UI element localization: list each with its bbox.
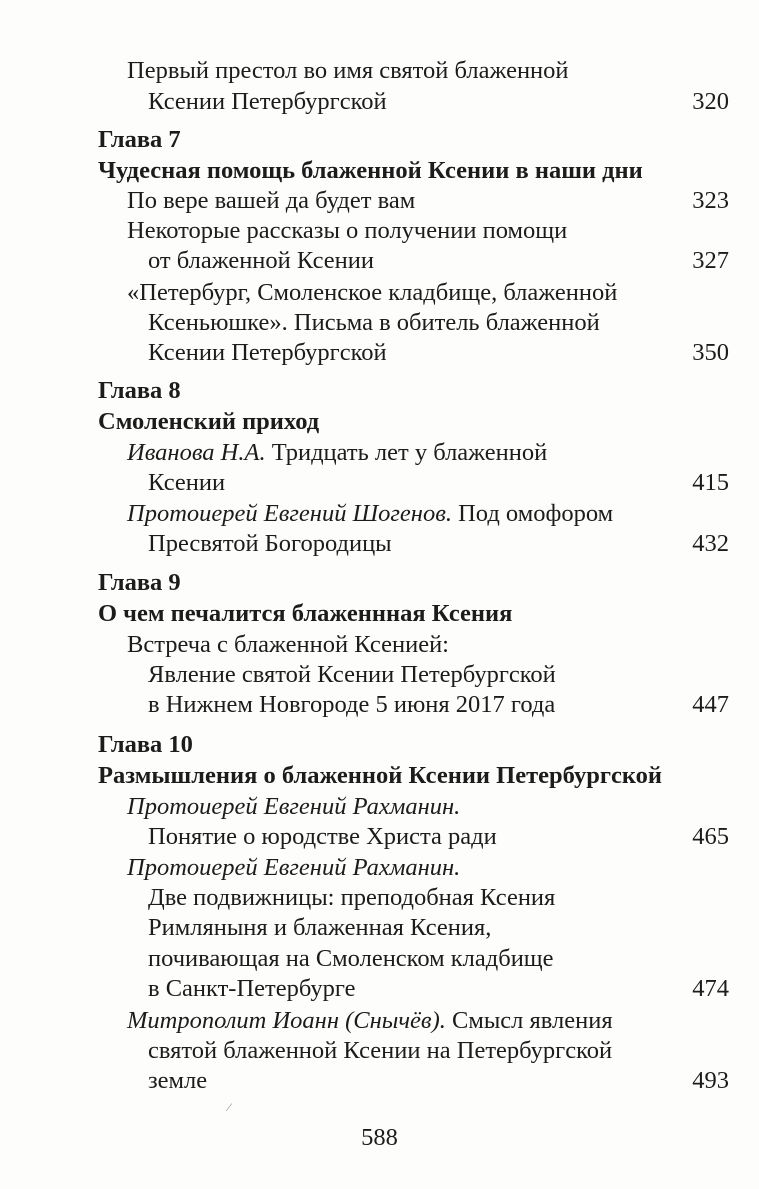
page-ref: 415: [692, 469, 729, 496]
chapter-title: Размышления о блаженной Ксении Петербургской: [98, 762, 662, 789]
page-number: 588: [361, 1124, 398, 1151]
toc-line: [0, 55, 759, 87]
chapter-heading: [0, 760, 759, 792]
page-ref: 474: [692, 975, 729, 1002]
toc-text: Некоторые рассказы о получении помощи: [127, 217, 568, 244]
toc-line: [0, 912, 759, 944]
toc-text: Ксеньюшке». Письма в обитель блаженной: [148, 309, 600, 336]
author-name: Митрополит Иоанн (Снычёв).: [127, 1007, 446, 1034]
toc-line: [0, 1065, 759, 1097]
toc-text: Римляныня и блаженная Ксения,: [148, 914, 492, 941]
chapter-number: Глава 9: [98, 569, 181, 596]
toc-line: [0, 943, 759, 975]
toc-line: [0, 852, 759, 884]
author-name: Протоиерей Евгений Рахманин.: [127, 793, 461, 820]
toc-line: [0, 821, 759, 853]
page-ref: 320: [692, 88, 729, 115]
toc-text: Тридцать лет у блаженной: [271, 439, 548, 466]
page-ref: 432: [692, 530, 729, 557]
toc-text: Смысл явления: [451, 1007, 613, 1034]
pencil-mark-icon: ⁄: [228, 1100, 231, 1114]
toc-text: Ксении: [148, 469, 226, 496]
chapter-title: Смоленский приход: [98, 408, 320, 435]
chapter-title: О чем печалится блаженнная Ксения: [98, 600, 513, 627]
page-ref: 350: [692, 339, 729, 366]
page-ref: 465: [692, 823, 729, 850]
toc-line: [0, 629, 759, 661]
toc-line: [0, 337, 759, 369]
toc-text: «Петербург, Смоленское кладбище, блаженной: [127, 279, 618, 306]
chapter-title: Чудесная помощь блаженной Ксении в наши дни: [98, 157, 643, 184]
chapter-heading: [0, 375, 759, 407]
toc-text: По вере вашей да будет вам: [127, 187, 416, 214]
author-name: Иванова Н.А.: [127, 439, 266, 466]
chapter-heading: [0, 155, 759, 187]
author-name: Протоиерей Евгений Рахманин.: [127, 854, 461, 881]
toc-text: почивающая на Смоленском кладбище: [148, 945, 554, 972]
author-name: Протоиерей Евгений Шогенов.: [127, 500, 452, 527]
toc-text: Пресвятой Богородицы: [148, 530, 392, 557]
toc-line: [0, 528, 759, 560]
toc-line: [0, 973, 759, 1005]
toc-text: в Санкт-Петербурге: [148, 975, 356, 1002]
chapter-heading: [0, 598, 759, 630]
chapter-heading: [0, 729, 759, 761]
toc-line: [0, 185, 759, 217]
page-ref: 323: [692, 187, 729, 214]
toc-line: [0, 86, 759, 118]
toc-line: [0, 437, 759, 469]
page-ref: 327: [692, 247, 729, 274]
toc-text: святой блаженной Ксении на Петербургской: [148, 1037, 613, 1064]
page-ref: 493: [692, 1067, 729, 1094]
toc-line: [0, 245, 759, 277]
toc-text: Под омофором: [458, 500, 614, 527]
toc-text: Встреча с блаженной Ксенией:: [127, 631, 449, 658]
toc-line: [0, 467, 759, 499]
toc-text: в Нижнем Новгороде 5 июня 2017 года: [148, 691, 556, 718]
toc-line: [0, 277, 759, 309]
chapter-heading: [0, 567, 759, 599]
toc-line: [0, 882, 759, 914]
toc-line: [0, 215, 759, 247]
toc-text: Ксении Петербургской: [148, 88, 387, 115]
toc-text: Первый престол во имя святой блаженной: [127, 57, 569, 84]
toc-line: [0, 498, 759, 530]
toc-text: земле: [148, 1067, 208, 1094]
toc-line: [0, 689, 759, 721]
toc-line: [0, 1035, 759, 1067]
toc-line: [0, 659, 759, 691]
chapter-number: Глава 8: [98, 377, 181, 404]
toc-text: от блаженной Ксении: [148, 247, 375, 274]
page-ref: 447: [692, 691, 729, 718]
toc-text: Две подвижницы: преподобная Ксения: [148, 884, 556, 911]
chapter-number: Глава 7: [98, 126, 181, 153]
toc-text: Понятие о юродстве Христа ради: [148, 823, 497, 850]
toc-text: Явление святой Ксении Петербургской: [148, 661, 556, 688]
chapter-heading: [0, 124, 759, 156]
chapter-number: Глава 10: [98, 731, 193, 758]
toc-text: Ксении Петербургской: [148, 339, 387, 366]
toc-line: [0, 307, 759, 339]
toc-line: [0, 791, 759, 823]
toc-line: [0, 1005, 759, 1037]
chapter-heading: [0, 406, 759, 438]
